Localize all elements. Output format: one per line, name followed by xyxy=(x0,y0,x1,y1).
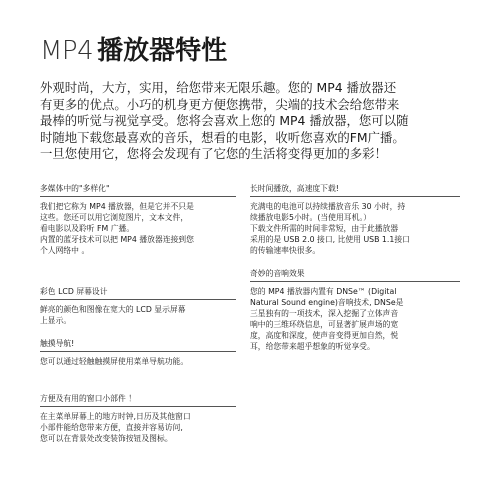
feature-section-playback xyxy=(250,183,460,256)
feature-section-touch xyxy=(40,338,236,367)
section-line: 采用的是 USB 2.0 接口, 比使用 USB 1.1接口 xyxy=(250,235,410,244)
section-line: 这些。您还可以用它浏览图片，文本文件， xyxy=(40,213,189,222)
section-line: 耳，给您带来超乎想象的听觉享受。 xyxy=(250,342,375,351)
page-title xyxy=(40,36,227,66)
section-line: 在主菜单屏幕上的地方时钟,日历及其他窗口 xyxy=(40,412,191,421)
section-line: 度，高度和深度，使声音变得更加自然，悦 xyxy=(250,331,399,340)
right-column xyxy=(250,183,460,364)
section-line: 小部件能给您带来方便，直接并容易访问, xyxy=(40,423,183,432)
section-body xyxy=(40,197,236,256)
section-line: 续播放电影5小时。(当使用耳机。） xyxy=(250,213,372,222)
intro-line: 有更多的优点。小巧的机身更方便您携带，尖端的技术会给您带来 xyxy=(40,96,400,112)
intro-line: 一旦您使用它，您将会发现有了它您的生活将变得更加的多彩！ xyxy=(40,146,387,162)
section-body xyxy=(40,407,236,444)
section-line: 充满电的电池可以持续播放音乐 30 小时，持 xyxy=(250,202,406,211)
title-brand: MP4 xyxy=(40,36,94,66)
section-line: 您可以在背景处改变装饰按钮及图标。 xyxy=(40,434,173,443)
section-line: 的传输速率快很多。 xyxy=(250,246,321,255)
section-line: Natural Sound engine)音响技术, DNSe是 xyxy=(250,298,404,307)
feature-section-sound xyxy=(250,268,460,352)
section-body xyxy=(40,352,236,367)
section-line: 个人网络中 。 xyxy=(40,246,90,255)
section-line: 内置的蓝牙技术可以把 MP4 播放器连接到您 xyxy=(40,235,194,244)
left-column xyxy=(40,183,236,456)
section-title: 多媒体中的"多样化" xyxy=(40,183,236,197)
section-title: 触摸导航! xyxy=(40,338,236,352)
section-body xyxy=(40,300,236,326)
section-body xyxy=(250,282,460,352)
feature-section-multimedia xyxy=(40,183,236,256)
section-line: 响中的三维环绕信息，可显著扩展声场的宽 xyxy=(250,320,399,329)
section-line: 我们把它称为 MP4 播放器，但是它并不只是 xyxy=(40,202,194,211)
intro-line: 外观时尚，大方，实用，给您带来无限乐趣。您的 MP4 播放器还 xyxy=(40,80,397,95)
section-body xyxy=(250,197,460,256)
intro-line: 时随地下载您最喜欢的音乐，想看的电影，收听您喜欢的FM广播。 xyxy=(40,129,405,145)
section-line: 看电影以及聆听 FM 广播。 xyxy=(40,224,135,233)
section-title: 彩色 LCD 屏幕设计 xyxy=(40,286,236,300)
section-line: 三星独有的一项技术，深入挖掘了立体声音 xyxy=(250,309,399,318)
title-text: 播放器特性 xyxy=(97,36,228,66)
section-line: 鲜亮的颜色和图像在宽大的 LCD 显示屏幕 xyxy=(40,305,186,314)
feature-section-lcd xyxy=(40,286,236,326)
section-line: 您可以通过轻触触摸屏使用菜单导航功能。 xyxy=(40,357,189,366)
intro-paragraph xyxy=(40,80,458,163)
section-line: 下载文件所需的时间非常短，由于此播放器 xyxy=(250,224,399,233)
section-line: 上显示。 xyxy=(40,316,72,325)
feature-section-widgets xyxy=(40,393,236,444)
intro-line: 最棒的听觉与视觉享受。您将会喜欢上您的 MP4 播放器，您可以随 xyxy=(40,113,409,129)
section-title: 方便及有用的窗口小部件 ！ xyxy=(40,393,236,407)
section-line: 您的 MP4 播放器内置有 DNSe™ (Digital xyxy=(250,287,397,296)
section-title: 奇妙的音响效果 xyxy=(250,268,460,282)
section-title: 长时间播放，高速度下载! xyxy=(250,183,460,197)
